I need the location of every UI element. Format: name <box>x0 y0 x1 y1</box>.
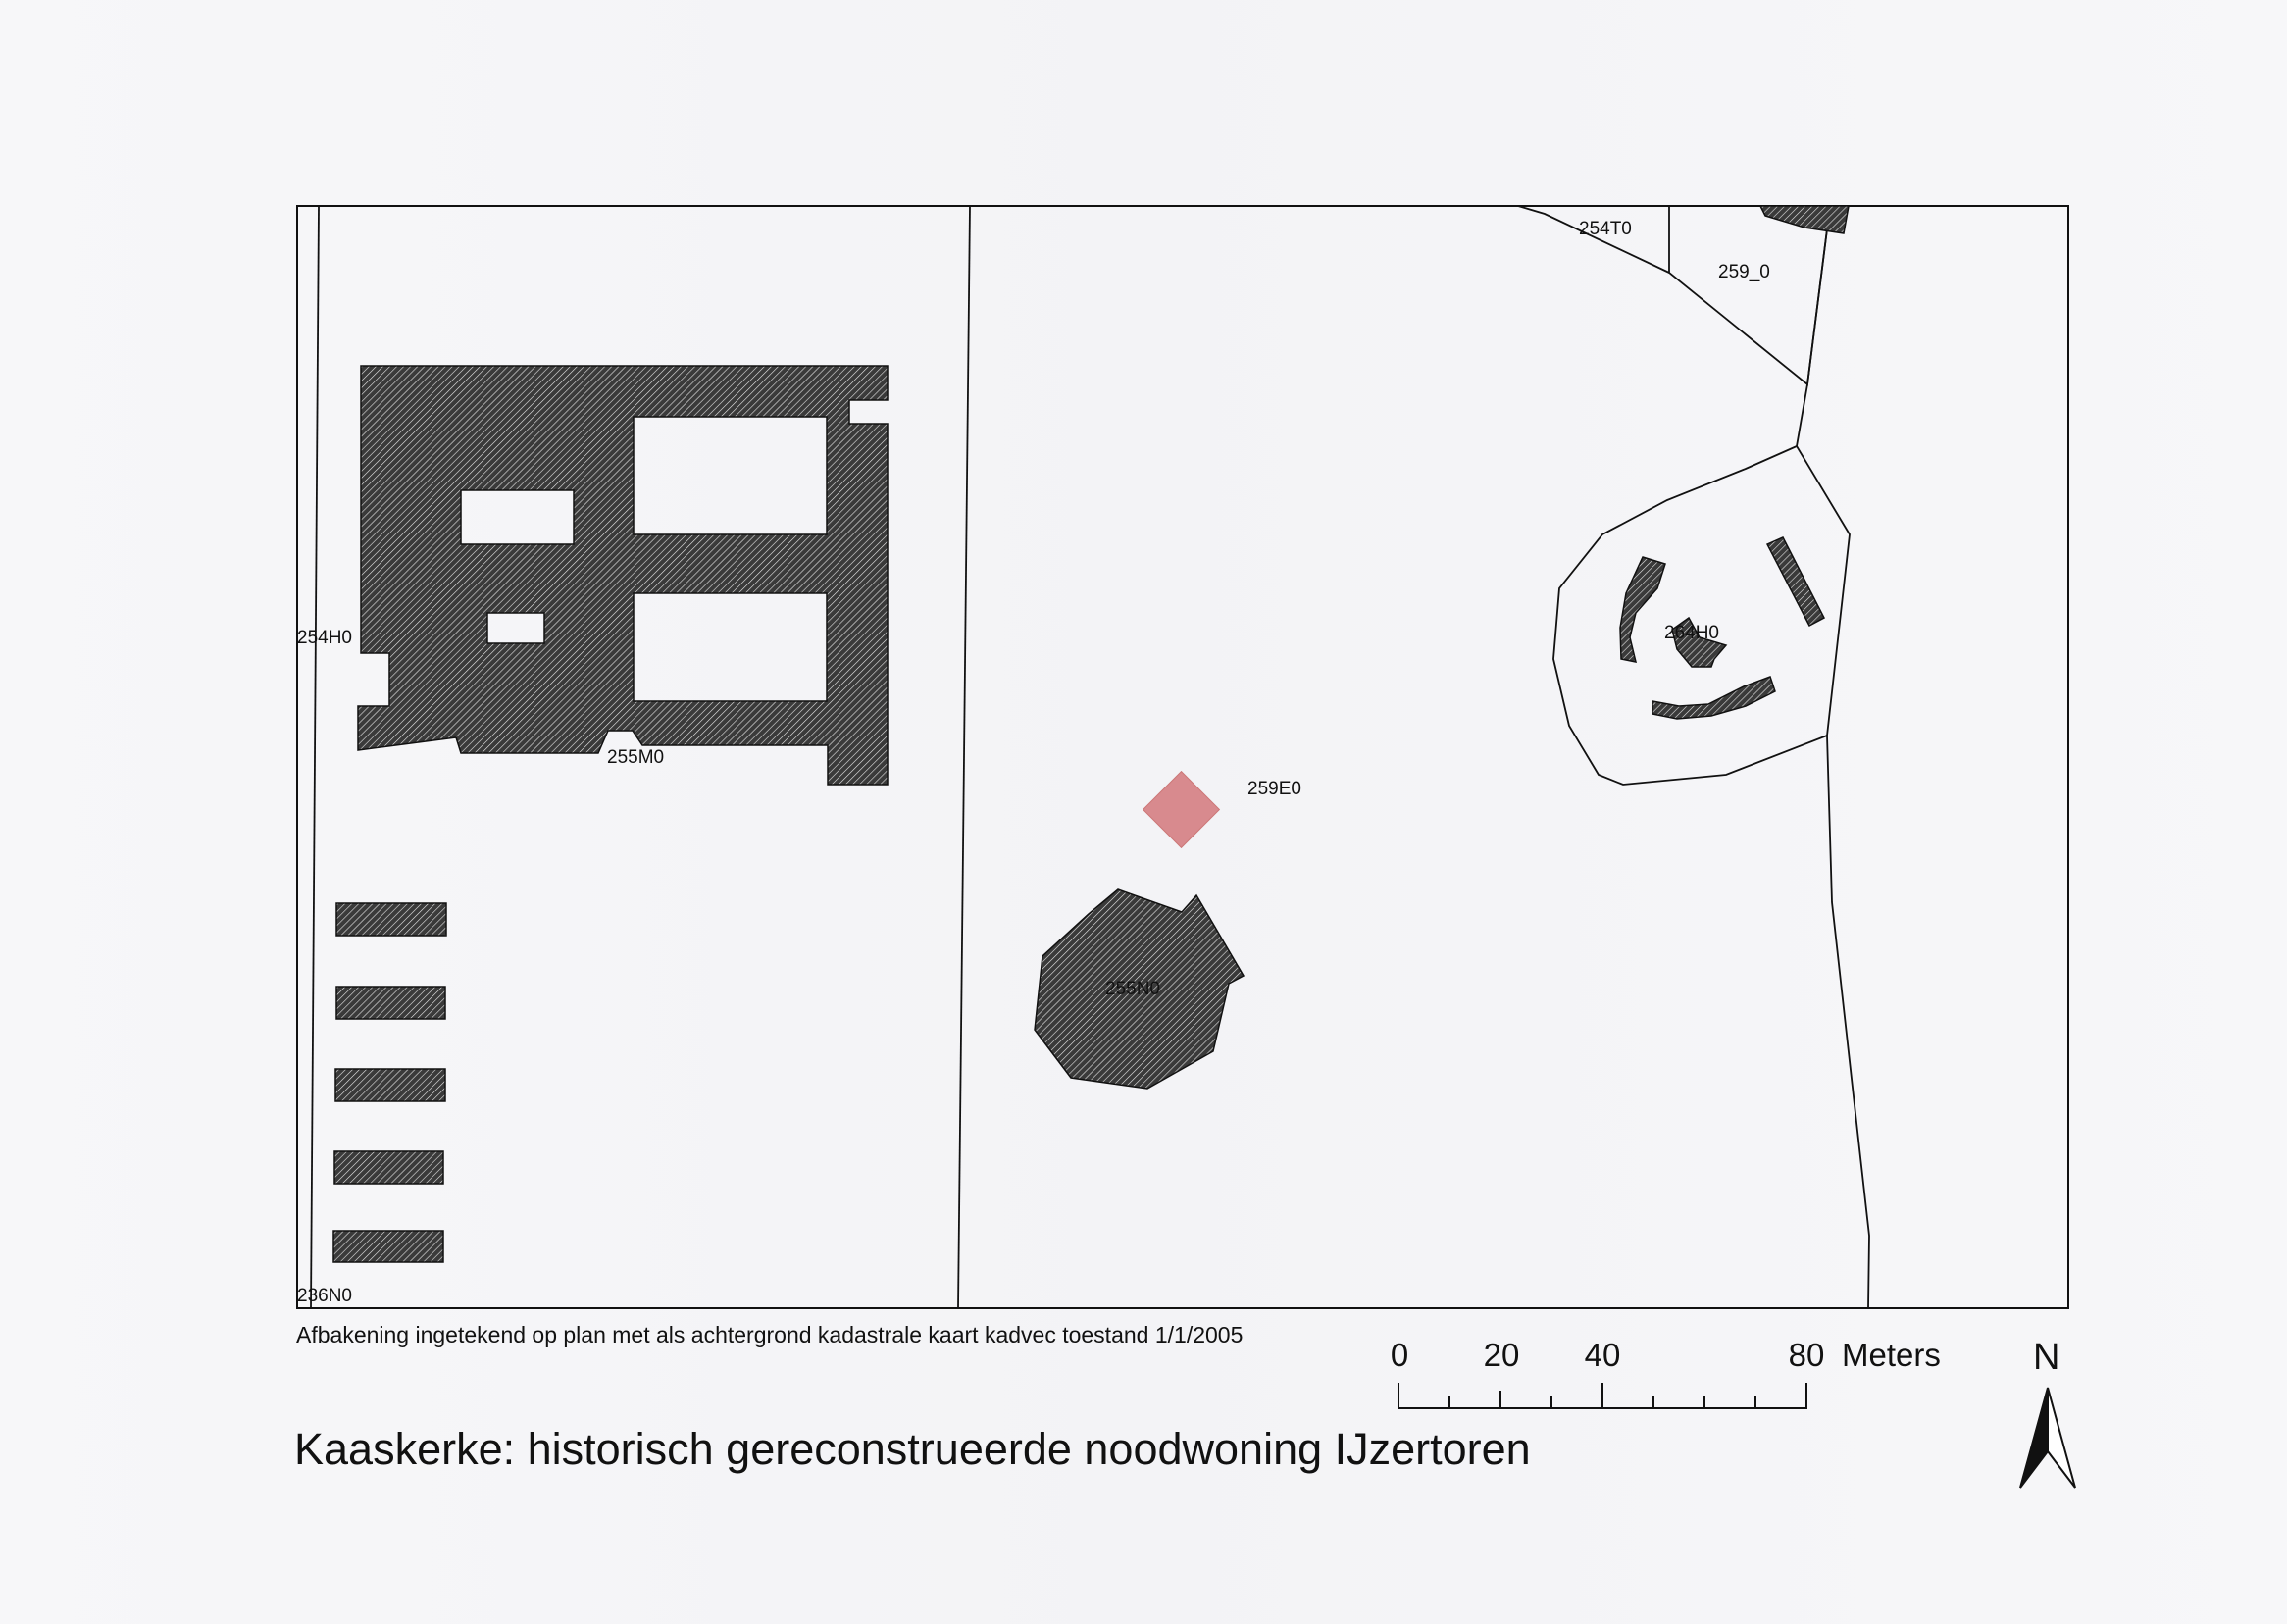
scale-tick-80: 80 <box>1788 1337 1825 1373</box>
boundary-259_0 <box>1669 206 1830 384</box>
right-road-boundary <box>1797 206 1869 1308</box>
label-255N0: 255N0 <box>1105 979 1160 999</box>
label-236N0: 236N0 <box>297 1286 352 1306</box>
left-inner-boundary <box>311 206 319 1308</box>
scale-tick-40: 40 <box>1584 1337 1621 1373</box>
barrack-4 <box>334 1151 443 1184</box>
boundary-254T0 <box>1518 206 1669 273</box>
barrack-3 <box>335 1069 445 1101</box>
monument-bar-right <box>1767 537 1824 626</box>
main-building-complex <box>358 366 888 785</box>
scale-tick-0: 0 <box>1390 1337 1409 1373</box>
label-255M0: 255M0 <box>607 747 665 768</box>
label-259E0: 259E0 <box>1247 779 1301 799</box>
scale-unit-label: Meters <box>1842 1337 1941 1373</box>
buildings <box>333 206 1849 1262</box>
scale-tick-20: 20 <box>1483 1337 1520 1373</box>
boundary-264H0 <box>1553 446 1827 785</box>
north-arrow-icon <box>2020 1388 2075 1488</box>
label-254H0: 254H0 <box>297 628 352 648</box>
north-label: N <box>2033 1337 2060 1378</box>
label-259_0: 259_0 <box>1718 262 1770 282</box>
monument-arc-bottom <box>1652 677 1775 719</box>
barrack-5 <box>333 1231 443 1262</box>
map-caption: Afbakening ingetekend op plan met als achtergrond kadastrale kaart kadvec toestand 1/1/2005 <box>296 1322 1244 1347</box>
barrack-1 <box>336 903 446 936</box>
building-top-edge <box>1760 206 1849 233</box>
label-254T0: 254T0 <box>1579 219 1632 239</box>
scale-bar <box>1398 1383 1807 1409</box>
highlight-parcel-259E0 <box>1144 772 1220 848</box>
label-264H0: 264H0 <box>1664 623 1719 643</box>
monument-arc-left <box>1620 557 1665 662</box>
barrack-2 <box>336 987 445 1019</box>
map-title: Kaaskerke: historisch gereconstrueerde noodwoning IJzertoren <box>294 1424 1531 1474</box>
central-boundary <box>958 206 970 1308</box>
